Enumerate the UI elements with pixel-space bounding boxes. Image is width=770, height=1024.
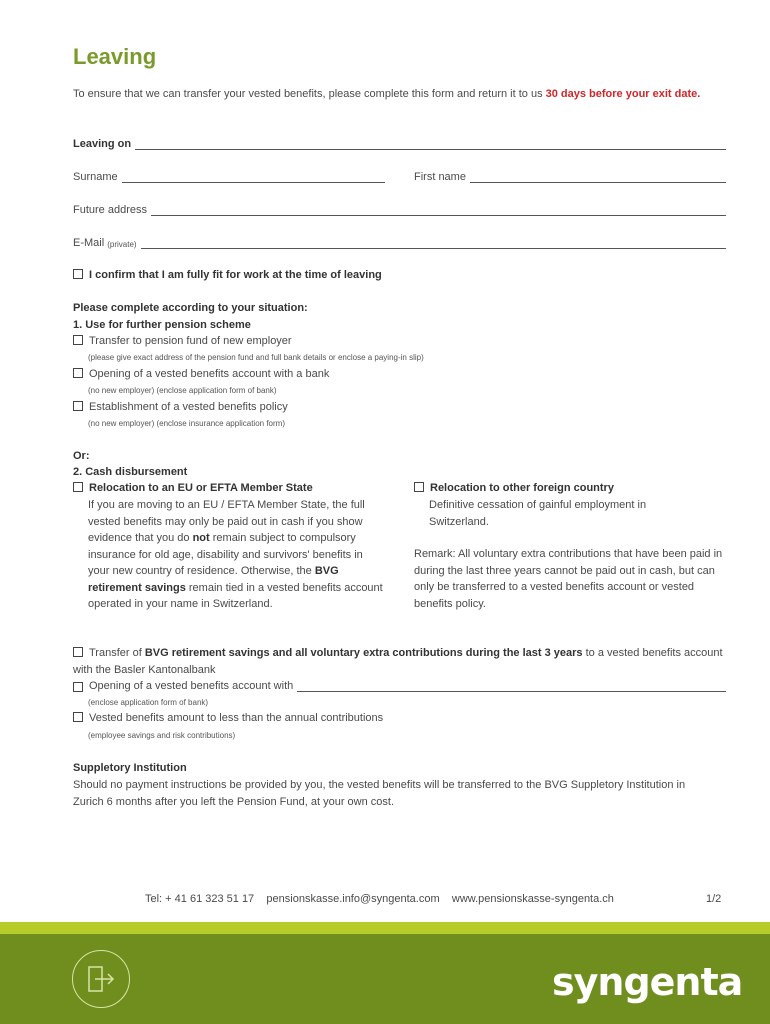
section1-heading: Please complete according to your situation: (73, 302, 308, 314)
suppletory-heading: Suppletory Institution (73, 762, 187, 774)
or-label: Or: (73, 450, 90, 462)
section2-heading: 2. Cash disbursement (73, 466, 188, 478)
eu-text: remain tied in a vested benefits account operated in your name in Switzerland. (88, 581, 383, 610)
first-name-label: First name (414, 171, 466, 183)
page-title: Leaving (73, 44, 157, 69)
footer-contact (145, 893, 614, 905)
intro-text (73, 86, 728, 103)
foreign-remark: Remark: All voluntary extra contributions that have been paid in during the last three years cannot be paid out in cash, but can only be transferred to a vested benefits account or vested benefits policy. (414, 548, 723, 610)
surname-line[interactable] (122, 173, 385, 183)
option-label: Vested benefits amount to less than the annual contributions (89, 712, 384, 724)
future-address-line[interactable] (151, 206, 726, 216)
section1-subheading: 1. Use for further pension scheme (73, 319, 251, 331)
page-number: 1/2 (706, 893, 722, 905)
exit-icon (72, 950, 130, 1008)
option-text-bold: BVG retirement savings and all voluntary extra contributions during the last 3 years (144, 647, 583, 659)
option-label: Relocation to other foreign country (430, 482, 614, 494)
suppletory-text: Should no payment instructions be provided by you, the vested benefits will be transferred to the BVG Suppletory Institution in Zurich 6 months after you left the Pension Fund, at your own cost. (73, 779, 686, 808)
checkbox[interactable] (414, 482, 424, 492)
confirm-fit-label: I confirm that I am fully fit for work at the time of leaving (89, 269, 382, 281)
email-note: (private) (107, 240, 137, 249)
option-label: Opening of a vested benefits account with a bank (89, 368, 330, 380)
checkbox[interactable] (73, 647, 83, 657)
option-relocation-foreign[interactable] (414, 482, 614, 494)
leaving-on-line[interactable] (135, 140, 726, 150)
future-address-field[interactable] (73, 204, 726, 216)
leaving-on-field[interactable] (73, 138, 726, 150)
footer-web-link[interactable]: www.pensionskasse-syngenta.ch (451, 893, 614, 905)
checkbox[interactable] (73, 482, 83, 492)
surname-label: Surname (73, 171, 118, 183)
first-name-line[interactable] (470, 173, 726, 183)
option-relocation-eu[interactable] (73, 482, 313, 494)
eu-text-bold: BVG retirement savings (88, 565, 339, 594)
option-transfer-pension-fund[interactable] (73, 335, 292, 347)
bank-name-line[interactable] (297, 682, 726, 692)
option-label: Transfer to pension fund of new employer (89, 335, 292, 347)
eu-text: If you are moving to an EU / EFTA Member State, the full vested benefits may only be paid out in cash if you show evidence that you do (88, 499, 365, 544)
checkbox[interactable] (73, 712, 83, 722)
checkbox[interactable] (73, 682, 83, 692)
checkbox[interactable] (73, 401, 83, 411)
option-vested-account-bank[interactable] (73, 368, 329, 380)
foreign-explanation: Definitive cessation of gainful employment in Switzerland. (429, 499, 647, 528)
option-text: to a vested benefits account with the Basler Kantonalbank (73, 647, 723, 676)
email-label: E-Mail (73, 237, 105, 249)
footer-tel: Tel: + 41 61 323 51 17 (145, 893, 255, 905)
option-note: (please give exact address of the pension fund and full bank details or enclose a paying-in slip) (88, 353, 424, 362)
option-amount-less[interactable] (73, 712, 383, 724)
leaving-on-label: Leaving on (73, 138, 132, 150)
option-transfer-bvg[interactable] (73, 645, 728, 678)
footer-email-link[interactable]: pensionskasse.info@syngenta.com (266, 893, 440, 905)
option-label: Opening of a vested benefits account with (89, 680, 294, 692)
syngenta-logo: syngenta (552, 960, 743, 1004)
email-field[interactable] (73, 237, 726, 249)
option-label: Establishment of a vested benefits policy (89, 401, 288, 413)
checkbox[interactable] (73, 368, 83, 378)
option-vested-policy[interactable] (73, 401, 288, 413)
intro-body: To ensure that we can transfer your vested benefits, please complete this form and return it to us (73, 88, 546, 100)
option-label: Relocation to an EU or EFTA Member State (89, 482, 313, 494)
eu-text: remain subject to compulsory insurance for old age, disability and survivors' benefits in your new country of residence. Otherwise, the (88, 532, 363, 577)
first-name-field[interactable] (414, 171, 726, 183)
option-text: Transfer of (89, 647, 145, 659)
intro-deadline: 30 days before your exit date. (545, 88, 701, 100)
eu-text-bold: not (192, 532, 210, 544)
option-note: (no new employer) (enclose application form of bank) (88, 386, 277, 395)
footer-stripe (0, 922, 770, 934)
checkbox[interactable] (73, 335, 83, 345)
email-line[interactable] (141, 239, 726, 249)
surname-field[interactable] (73, 171, 385, 183)
footer-band (0, 922, 770, 1024)
option-opening-vested-account[interactable] (73, 680, 726, 692)
option-note: (enclose application form of bank) (88, 698, 209, 707)
eu-explanation (88, 497, 383, 613)
confirm-fit-checkbox[interactable] (73, 269, 83, 279)
confirm-fit-row[interactable] (73, 269, 382, 281)
option-note: (no new employer) (enclose insurance application form) (88, 419, 285, 428)
future-address-label: Future address (73, 204, 147, 216)
option-note: (employee savings and risk contributions) (88, 731, 236, 740)
